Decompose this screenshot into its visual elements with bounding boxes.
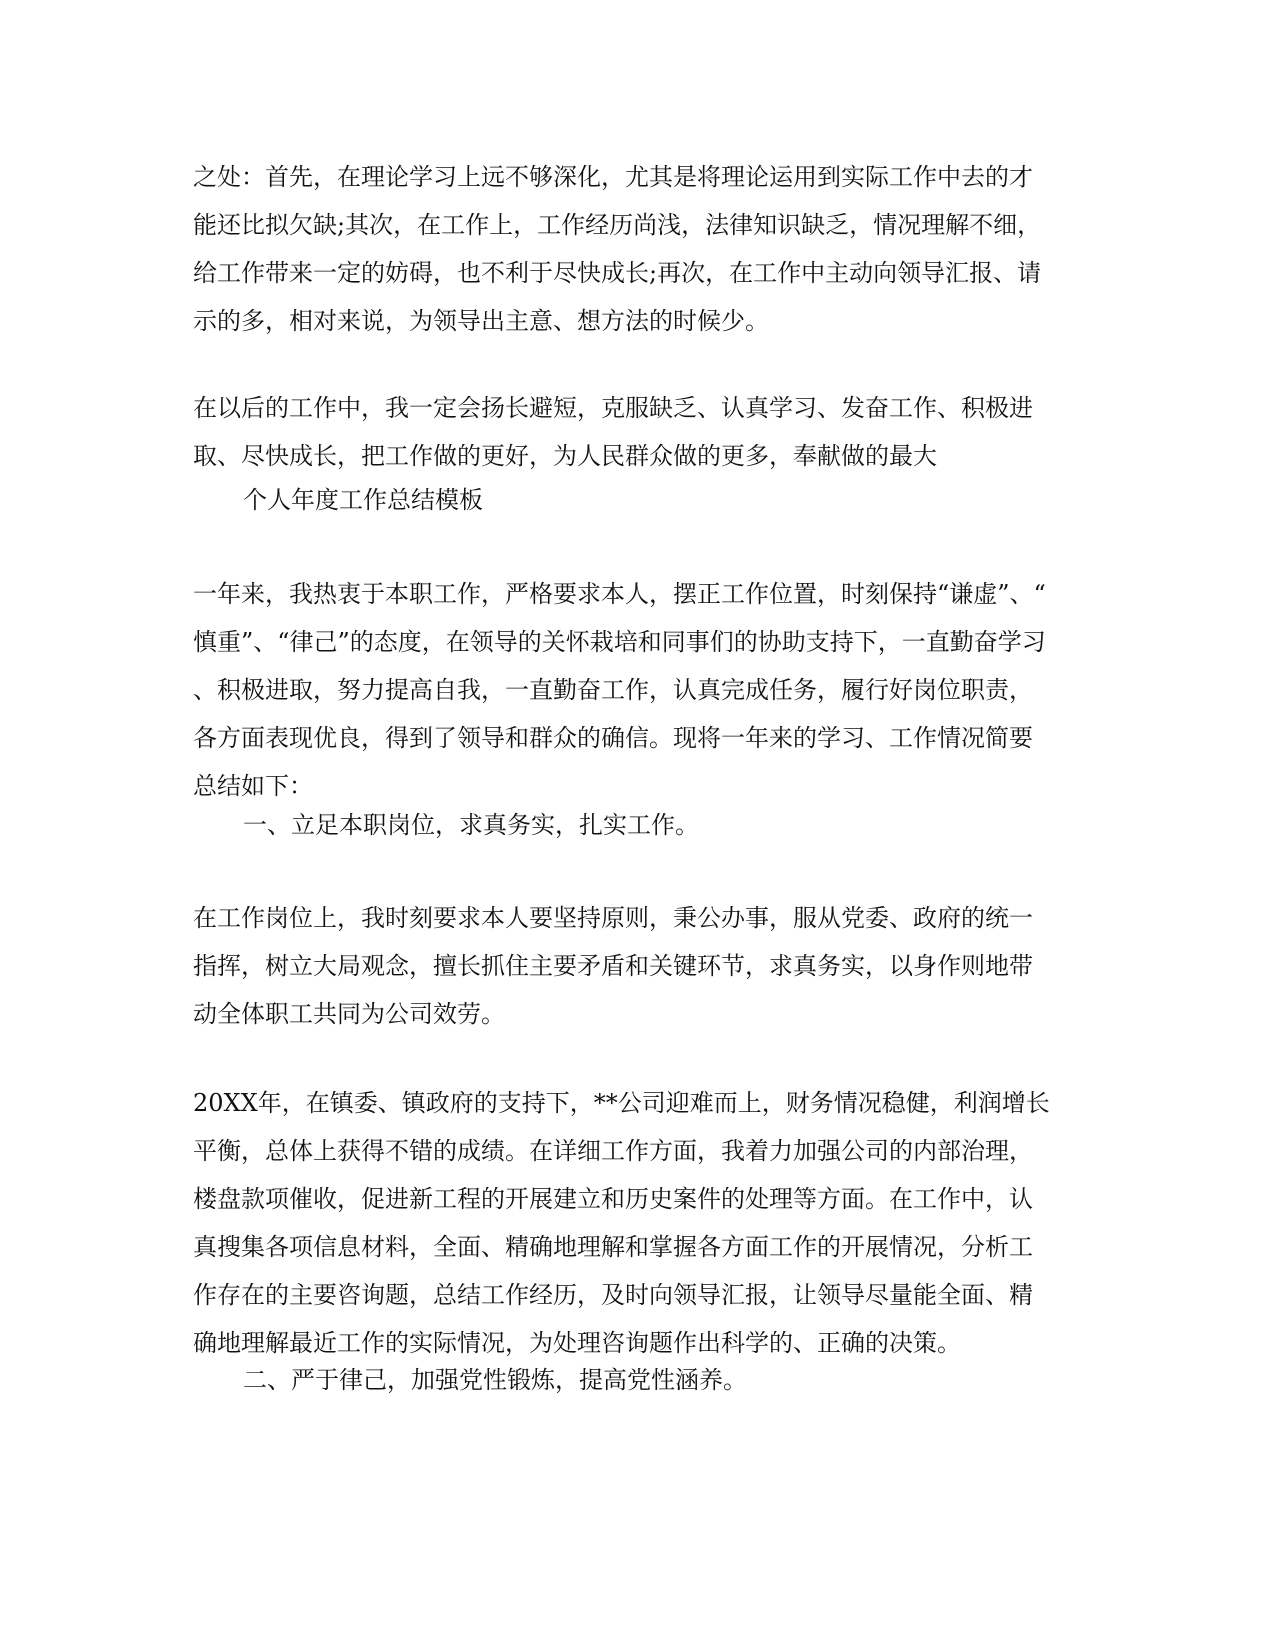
text-line: 在工作岗位上，我时刻要求本人要坚持原则，秉公办事，服从党委、政府的统一 xyxy=(193,904,1033,932)
text-line: 各方面表现优良，得到了领导和群众的确信。现将一年来的学习、工作情况简要 xyxy=(193,724,1033,752)
text-line: 、积极进取，努力提高自我，一直勤奋工作，认真完成任务，履行好岗位职责， xyxy=(193,676,1033,704)
text-line: 真搜集各项信息材料，全面、精确地理解和掌握各方面工作的开展情况，分析工 xyxy=(193,1233,1033,1261)
paragraph-intro xyxy=(193,570,1073,810)
text-line: 取、尽快成长，把工作做的更好，为人民群众做的更多，奉献做的最大 xyxy=(193,442,937,470)
paragraph-job-position xyxy=(193,894,1073,1038)
section-heading-2: 二、严于律己，加强党性锻炼，提高党性涵养。 xyxy=(243,1366,747,1394)
text-line: 给工作带来一定的妨碍，也不利于尽快成长;再次，在工作中主动向领导汇报、请 xyxy=(193,259,1042,287)
text-line: 平衡，总体上获得不错的成绩。在详细工作方面，我着力加强公司的内部治理， xyxy=(193,1137,1033,1165)
paragraph-future-work xyxy=(193,384,1073,480)
text-line: 作存在的主要咨询题，总结工作经历，及时向领导汇报，让领导尽量能全面、精 xyxy=(193,1281,1033,1309)
text-line: 在以后的工作中，我一定会扬长避短，克服缺乏、认真学习、发奋工作、积极进 xyxy=(193,394,1033,422)
text-line: 楼盘款项催收，促进新工程的开展建立和历史案件的处理等方面。在工作中，认 xyxy=(193,1185,1033,1213)
paragraph-shortcomings xyxy=(193,153,1073,345)
section-heading-1: 一、立足本职岗位，求真务实，扎实工作。 xyxy=(243,811,699,839)
document-title: 个人年度工作总结模板 xyxy=(243,486,483,514)
text-line: 20XX年，在镇委、镇政府的支持下，**公司迎难而上，财务情况稳健，利润增长 xyxy=(193,1089,1050,1117)
text-line: 一年来，我热衷于本职工作，严格要求本人，摆正工作位置，时刻保持“谦虚”、“ xyxy=(193,580,1046,608)
text-line: 能还比拟欠缺;其次，在工作上，工作经历尚浅，法律知识缺乏，情况理解不细， xyxy=(193,211,1042,239)
text-line: 指挥，树立大局观念，擅长抓住主要矛盾和关键环节，求真务实，以身作则地带 xyxy=(193,952,1033,980)
text-line: 总结如下： xyxy=(193,772,313,800)
text-line: 之处：首先，在理论学习上远不够深化，尤其是将理论运用到实际工作中去的才 xyxy=(193,163,1033,191)
paragraph-annual-results xyxy=(193,1079,1073,1367)
text-line: 动全体职工共同为公司效劳。 xyxy=(193,1000,505,1028)
text-line: 慎重”、“律己”的态度，在领导的关怀栽培和同事们的协助支持下，一直勤奋学习 xyxy=(193,628,1046,656)
text-line: 示的多，相对来说，为领导出主意、想方法的时候少。 xyxy=(193,307,769,335)
text-line: 确地理解最近工作的实际情况，为处理咨询题作出科学的、正确的决策。 xyxy=(193,1329,961,1357)
